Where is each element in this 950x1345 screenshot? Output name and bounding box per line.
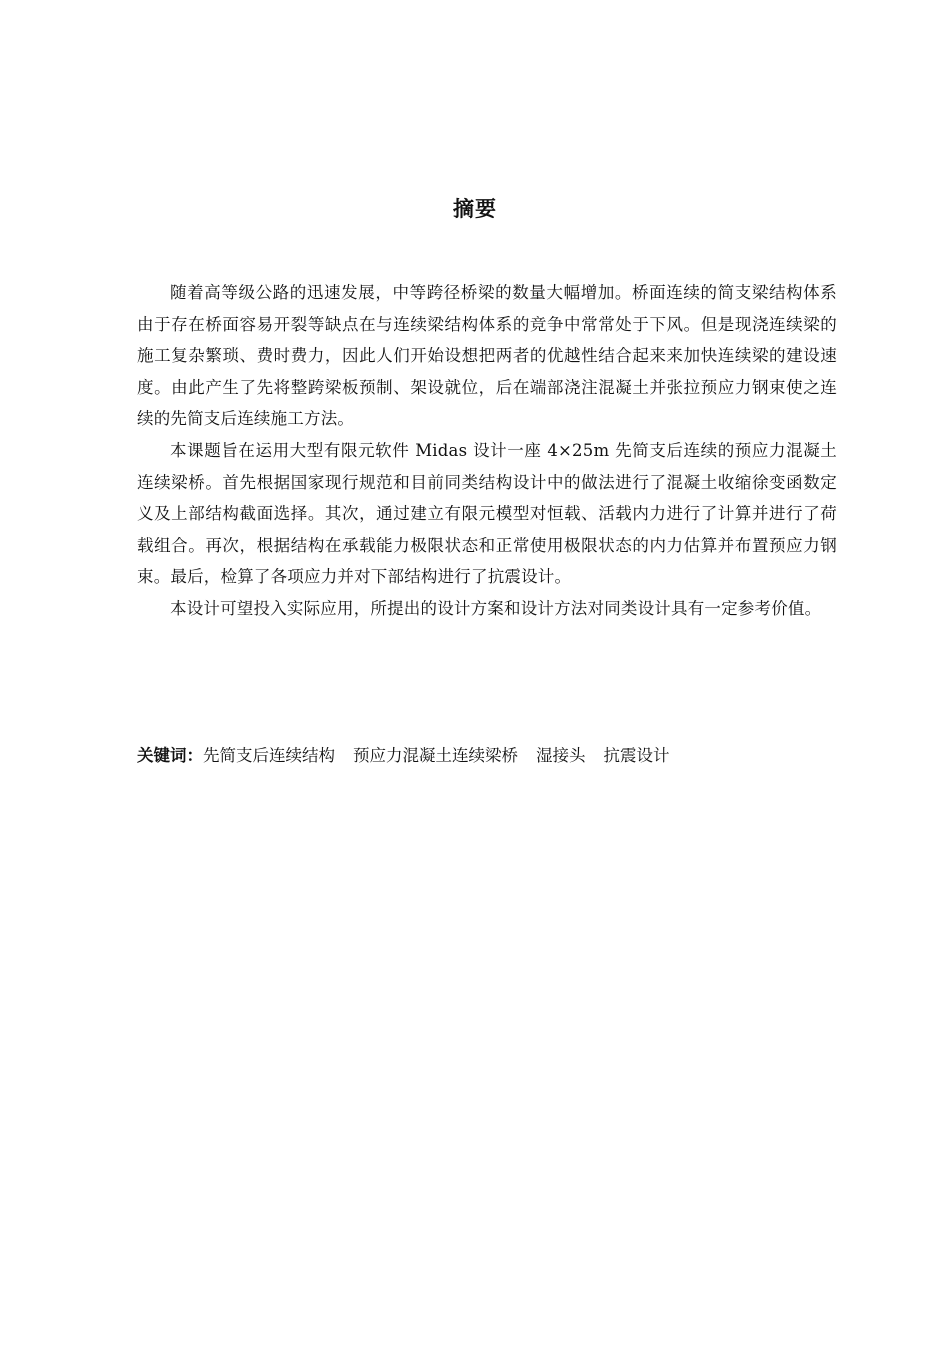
keyword-item: 预应力混凝土连续梁桥 <box>353 746 518 765</box>
keywords-line <box>137 740 837 771</box>
abstract-paragraph: 本设计可望投入实际应用，所提出的设计方案和设计方法对同类设计具有一定参考价值。 <box>170 598 822 618</box>
abstract-body <box>137 277 837 625</box>
keyword-item: 先简支后连续结构 <box>203 746 335 765</box>
abstract-paragraph: 本课题旨在运用大型有限元软件 Midas 设计一座 4×25m 先简支后连续的预应力混凝土连续梁桥。首先根据国家现行规范和目前同类结构设计中的做法进行了混凝土收缩徐变函数定义及上部结构截面选择。其次，通过建立有限元模型对恒载、活载内力进行了计算并进行了荷载组合。再次，根据结构在承载能力极限状态和正常使用极限状态的内力估算并布置预应力钢束。最后，检算了各项应力并对下部结构进行了抗震设计。 <box>137 440 837 587</box>
keyword-item: 湿接头 <box>536 746 586 765</box>
abstract-paragraph: 随着高等级公路的迅速发展，中等跨径桥梁的数量大幅增加。桥面连续的简支梁结构体系由于存在桥面容易开裂等缺点在与连续梁结构体系的竞争中常常处于下风。但是现浇连续梁的施工复杂繁琐、费时费力，因此人们开始设想把两者的优越性结合起来来加快连续梁的建设速度。由此产生了先将整跨梁板预制、架设就位，后在端部浇注混凝土并张拉预应力钢束使之连续的先简支后连续施工方法。 <box>137 283 837 429</box>
keyword-item: 抗震设计 <box>603 746 670 765</box>
abstract-title: 摘要 <box>453 197 497 221</box>
keywords-label: 关键词： <box>137 746 203 765</box>
